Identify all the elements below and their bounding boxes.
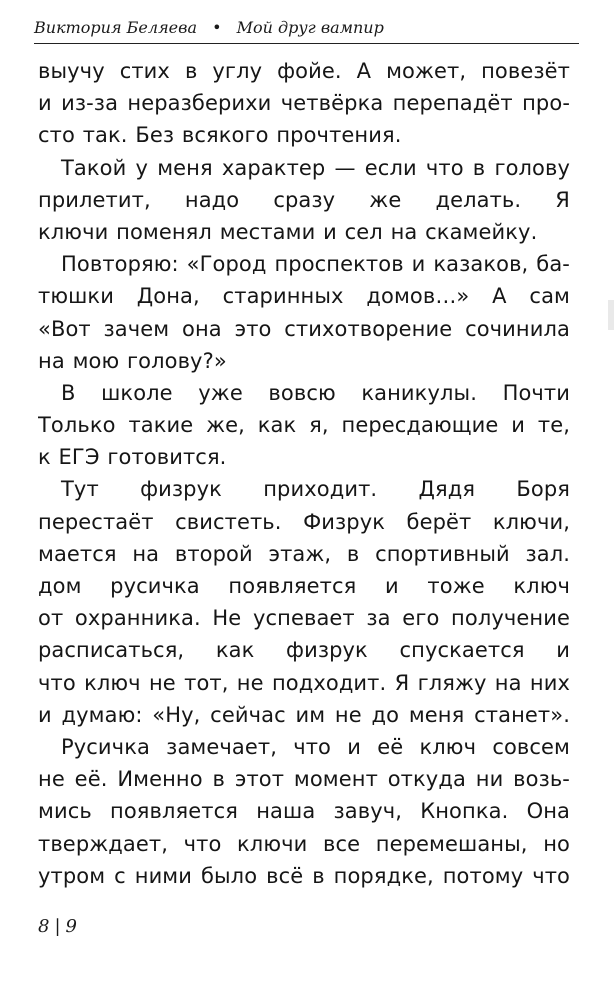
text-line: «Вот зачем она это стихотворение сочинила [38,316,570,341]
header-book-title: Мой друг вампир [236,18,384,37]
text-line: расписаться, как физрук спускается и [38,638,570,663]
text-line: В школе уже вовсю каникулы. Почти [61,380,570,405]
header-rule [34,43,579,44]
page-number-left: 8 [38,916,50,937]
text-line: Такой у меня характер — если что в голову [61,155,570,180]
text-line: что ключ не тот, не подходит. Я гляжу на них [38,670,570,695]
text-line: утром с ними было всё в порядке, потому что [38,863,570,888]
text-line: не её. Именно в этот момент откуда ни возь- [38,767,570,792]
text-line: ключи поменял местами и сел на скамейку. [38,219,538,244]
text-line: Тут физрук приходит. Дядя Боря [61,477,570,502]
text-line: Русичка замечает, что и её ключ совсем [61,734,570,759]
text-line: Повторяю: «Город проспектов и казаков, ба- [61,252,570,277]
page-number-divider: | [54,916,61,937]
body-text [38,55,570,892]
header-separator: • [212,18,222,37]
text-line: тверждает, что ключи все перемешаны, но [38,831,570,856]
text-line: к ЕГЭ готовится. [38,445,227,470]
text-line: тюшки Дона, старинных домов…» А сам [38,284,570,309]
text-line: перестаёт свистеть. Физрук берёт ключи, [38,509,570,534]
text-line: прилетит, надо сразу же делать. Я [38,187,570,212]
header-author: Виктория Беляева [34,18,197,37]
text-line: выучу стих в углу фойе. А может, повезёт [38,59,570,83]
text-line: сто так. Без всякого прочтения. [38,123,402,148]
page-edge-shadow [608,300,614,330]
text-line: и из-за неразберихи четвёрка перепадёт про- [38,91,570,116]
text-line: Только такие же, как я, пересдающие и те, [38,413,570,438]
text-line: дом русичка появляется и тоже ключ [38,574,570,598]
text-line: мается на второй этаж, в спортивный зал. [38,541,570,566]
text-line: мись появляется наша завуч, Кнопка. Она [38,799,570,824]
page-number-right: 9 [65,916,77,937]
running-header [34,16,594,42]
text-line: на мою голову?» [38,348,227,373]
text-line: и думаю: «Ну, сейчас им не до меня станет». [38,702,570,727]
page-number [38,914,77,940]
text-line: от охранника. Не успевает за его получение [38,606,570,631]
